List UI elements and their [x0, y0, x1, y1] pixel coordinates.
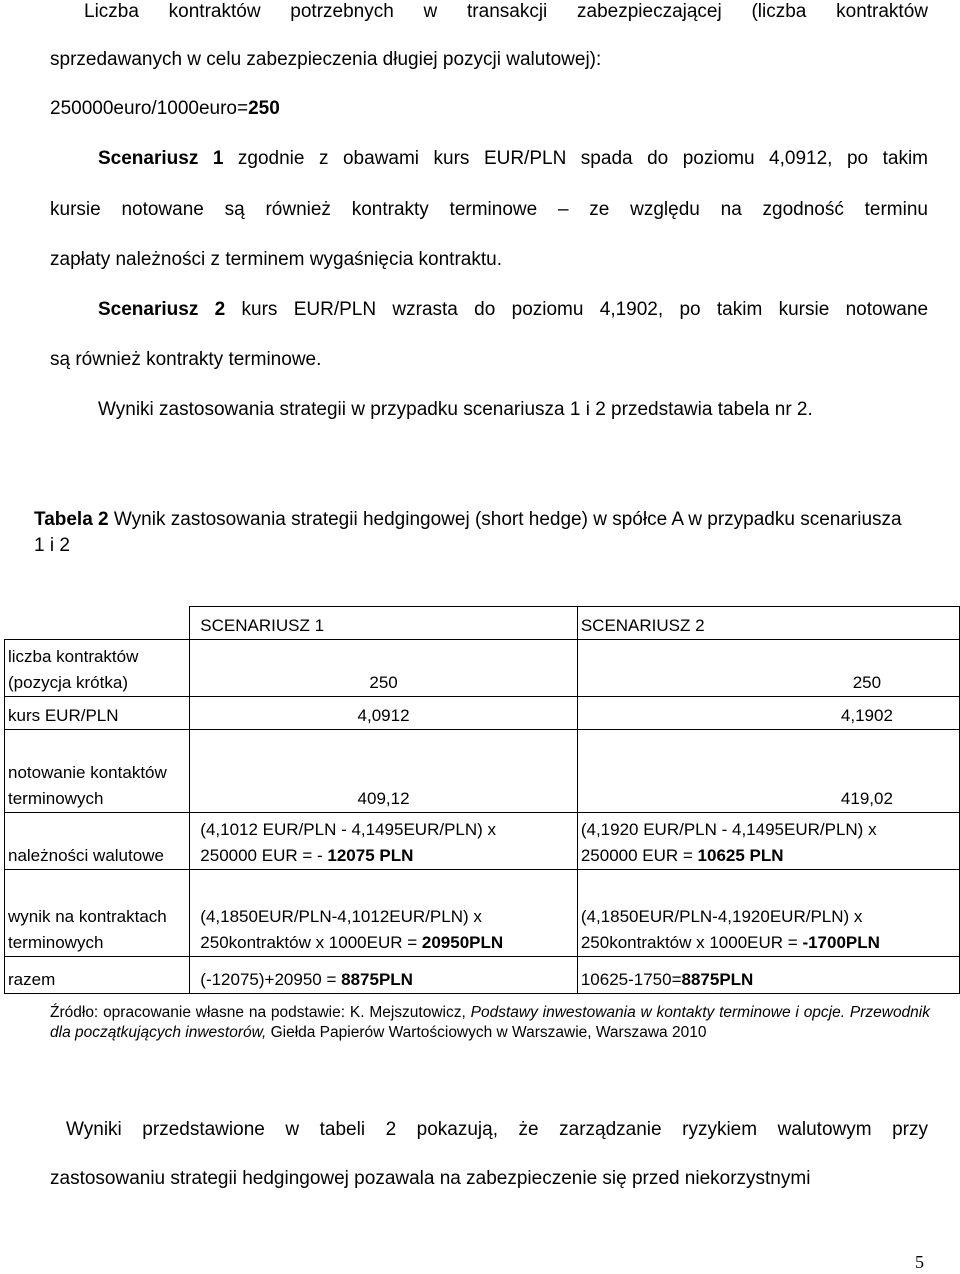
table-header-row [5, 607, 960, 640]
calc-line [200, 930, 574, 956]
contracts-result: 250 [248, 98, 280, 119]
calc-prefix: 250000 EUR = - [200, 845, 328, 865]
table-row [5, 812, 960, 869]
row-value-s1 [190, 869, 578, 956]
table-caption [34, 507, 914, 559]
row-label: kurs EUR/PLN [5, 696, 190, 729]
calc-result: 10625 PLN [697, 845, 784, 865]
scenario1-line3: zapłaty należności z terminem wygaśnięcia kontraktu. [50, 249, 502, 270]
scenario2-line2: są również kontrakty terminowe. [50, 349, 322, 370]
calc-line: (4,1920 EUR/PLN - 4,1495EUR/PLN) x [580, 819, 877, 839]
row-value-s1: 409,12 [190, 729, 578, 812]
header-scenario2: SCENARIUSZ 2 [577, 607, 959, 640]
calc-prefix: 250kontraktów x 1000EUR = [580, 932, 803, 952]
row-value-s2 [577, 956, 959, 993]
row-value-s2: 419,02 [577, 729, 959, 812]
row-label: liczba kontraktów (pozycja krótka) [5, 639, 190, 696]
calc-line [200, 843, 574, 869]
row-value-s1 [190, 812, 578, 869]
calc-prefix: 250kontraktów x 1000EUR = [200, 932, 422, 952]
table-row [5, 869, 960, 956]
table-row [5, 729, 960, 812]
table-row [5, 956, 960, 993]
row-label: należności walutowe [5, 812, 190, 869]
table-row [5, 696, 960, 729]
calc-line: (4,1850EUR/PLN-4,1012EUR/PLN) x [200, 906, 482, 926]
row-value-s1: 250 [190, 639, 578, 696]
calc-prefix: 250000 EUR = [580, 845, 698, 865]
scenario2-title: Scenariusz 2 [98, 299, 226, 320]
contracts-calc: 250000euro/1000euro= [50, 98, 249, 119]
table-caption-label: Tabela 2 [34, 509, 109, 530]
page-number: 5 [915, 1252, 924, 1272]
calc-prefix: (-12075)+20950 = [200, 969, 342, 989]
row-label: razem [5, 956, 190, 993]
table-source [50, 1003, 930, 1043]
table-caption-text: Wynik zastosowania strategii hedgingowej (short hedge) w spółce A w przypadku scenariusza 1 i 2 [34, 509, 902, 556]
calc-prefix: 10625-1750= [580, 969, 682, 989]
table-row [5, 639, 960, 696]
source-prefix: Źródło: opracowanie własne na podstawie: K. Mejszutowicz, [50, 1004, 471, 1021]
results-table [4, 606, 960, 994]
row-label: notowanie kontaktów terminowych [5, 729, 190, 812]
scenario1-line2: kursie notowane są również kontrakty terminowe – ze względu na zgodność terminu [50, 199, 928, 220]
scenario1-title: Scenariusz 1 [98, 148, 224, 169]
para1-line2: sprzedawanych w celu zabezpieczenia długiej pozycji walutowej): [50, 49, 602, 70]
scenario2-text: kurs EUR/PLN wzrasta do poziomu 4,1902, po takim kursie notowane [225, 299, 929, 320]
para1-line1: Liczba kontraktów potrzebnych w transakcji zabezpieczającej (liczba kontraktów [84, 1, 928, 22]
row-label: wynik na kontraktach terminowych [5, 869, 190, 956]
calc-result: 20950PLN [421, 932, 504, 952]
row-value-s2 [577, 812, 959, 869]
calc-result: 8875PLN [341, 969, 413, 989]
row-value-s2 [577, 869, 959, 956]
conclusion-line2: zastosowaniu strategii hedgingowej pozawala na zabezpieczenie się przed niekorzystnymi [50, 1168, 811, 1189]
row-value-s2: 250 [577, 639, 959, 696]
calc-line [581, 930, 956, 956]
scenario2-line1 [98, 298, 928, 322]
calc-result: 12075 PLN [327, 845, 414, 865]
para1-line3 [50, 97, 280, 121]
scenario1-text: zgodnie z obawami kurs EUR/PLN spada do poziomu 4,0912, po takim [223, 148, 929, 169]
source-title: Podstawy inwestowania w kontakty terminowe i opcje. Przewodnik dla początkujących inwestorów, [50, 1004, 930, 1041]
row-value-s1: 4,0912 [190, 696, 578, 729]
scenario1-line1 [98, 147, 928, 171]
row-value-s2: 4,1902 [577, 696, 959, 729]
row-value-s1 [190, 956, 578, 993]
header-empty [5, 607, 190, 640]
source-publisher: Giełda Papierów Wartościowych w Warszawie, Warszawa 2010 [266, 1024, 707, 1041]
calc-line: (4,1850EUR/PLN-4,1920EUR/PLN) x [580, 906, 863, 926]
header-scenario1: SCENARIUSZ 1 [190, 607, 578, 640]
conclusion-line1: Wyniki przedstawione w tabeli 2 pokazują, że zarządzanie ryzykiem walutowym przy [66, 1119, 928, 1140]
calc-result: -1700PLN [802, 932, 880, 952]
calc-line [581, 843, 956, 869]
calc-result: 8875PLN [681, 969, 754, 989]
results-intro: Wyniki zastosowania strategii w przypadku scenariusza 1 i 2 przedstawia tabela nr 2. [98, 399, 813, 420]
calc-line: (4,1012 EUR/PLN - 4,1495EUR/PLN) x [200, 819, 497, 839]
